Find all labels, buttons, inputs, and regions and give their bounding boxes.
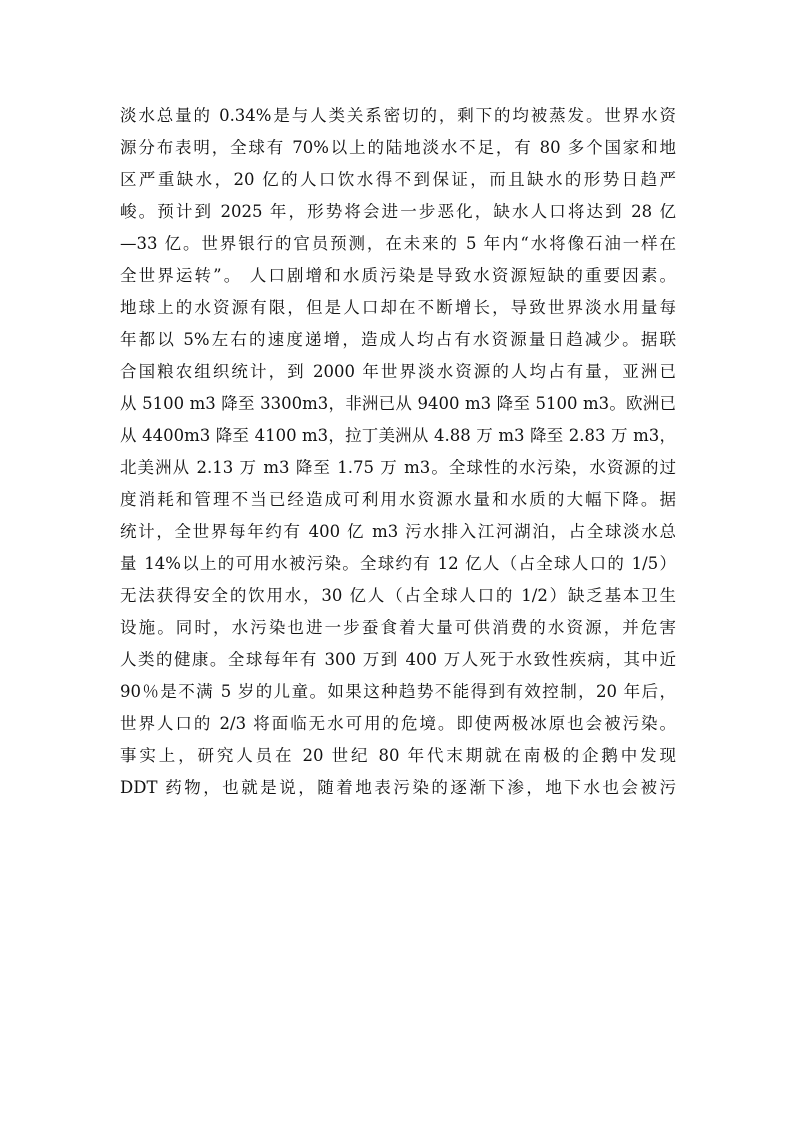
text-line: 人类的健康。全球每年有 300 万到 400 万人死于水致性疾病，其中近 (120, 650, 676, 669)
text-line: 合国粮农组织统计，到 2000 年世界淡水资源的人均占有量，亚洲已 (120, 362, 676, 381)
text-line: —33 亿。世界银行的官员预测，在未来的 5 年内“水将像石油一样在 (120, 234, 676, 253)
body-text (120, 100, 676, 804)
text-line: 从 4400m3 降至 4100 m3，拉丁美洲从 4.88 万 m3 降至 2.83 万 m3， (120, 426, 676, 445)
text-line: 度消耗和管理不当已经造成可利用水资源水量和水质的大幅下降。据 (120, 490, 676, 509)
text-line: 从 5100 m3 降至 3300m3，非洲已从 9400 m3 降至 5100 m3。欧洲已 (120, 394, 676, 413)
text-line: 全世界运转”。 人口剧增和水质污染是导致水资源短缺的重要因素。 (120, 266, 676, 285)
text-line: 无法获得安全的饮用水，30 亿人（占全球人口的 1/2）缺乏基本卫生 (120, 586, 676, 605)
text-line: DDT 药物，也就是说，随着地表污染的逐渐下渗，地下水也会被污 (120, 778, 676, 797)
text-line: 90％是不满 5 岁的儿童。如果这种趋势不能得到有效控制，20 年后， (120, 682, 676, 701)
text-line: 世界人口的 2/3 将面临无水可用的危境。即使两极冰原也会被污染。 (120, 714, 676, 733)
text-line: 地球上的水资源有限，但是人口却在不断增长，导致世界淡水用量每 (120, 298, 676, 317)
text-line: 区严重缺水，20 亿的人口饮水得不到保证，而且缺水的形势日趋严 (120, 170, 676, 189)
text-line: 统计，全世界每年约有 400 亿 m3 污水排入江河湖泊，占全球淡水总 (120, 522, 676, 541)
text-line: 源分布表明，全球有 70%以上的陆地淡水不足，有 80 多个国家和地 (120, 138, 676, 157)
text-line: 淡水总量的 0.34%是与人类关系密切的，剩下的均被蒸发。世界水资 (120, 106, 676, 125)
text-line: 事实上，研究人员在 20 世纪 80 年代末期就在南极的企鹅中发现 (120, 746, 676, 765)
text-line: 量 14%以上的可用水被污染。全球约有 12 亿人（占全球人口的 1/5） (120, 554, 676, 573)
text-line: 峻。预计到 2025 年，形势将会进一步恶化，缺水人口将达到 28 亿 (120, 202, 676, 221)
text-line: 设施。同时，水污染也进一步蚕食着大量可供消费的水资源，并危害 (120, 618, 676, 637)
text-line: 年都以 5%左右的速度递增，造成人均占有水资源量日趋减少。据联 (120, 330, 676, 349)
text-line: 北美洲从 2.13 万 m3 降至 1.75 万 m3。全球性的水污染，水资源的过 (120, 458, 676, 477)
